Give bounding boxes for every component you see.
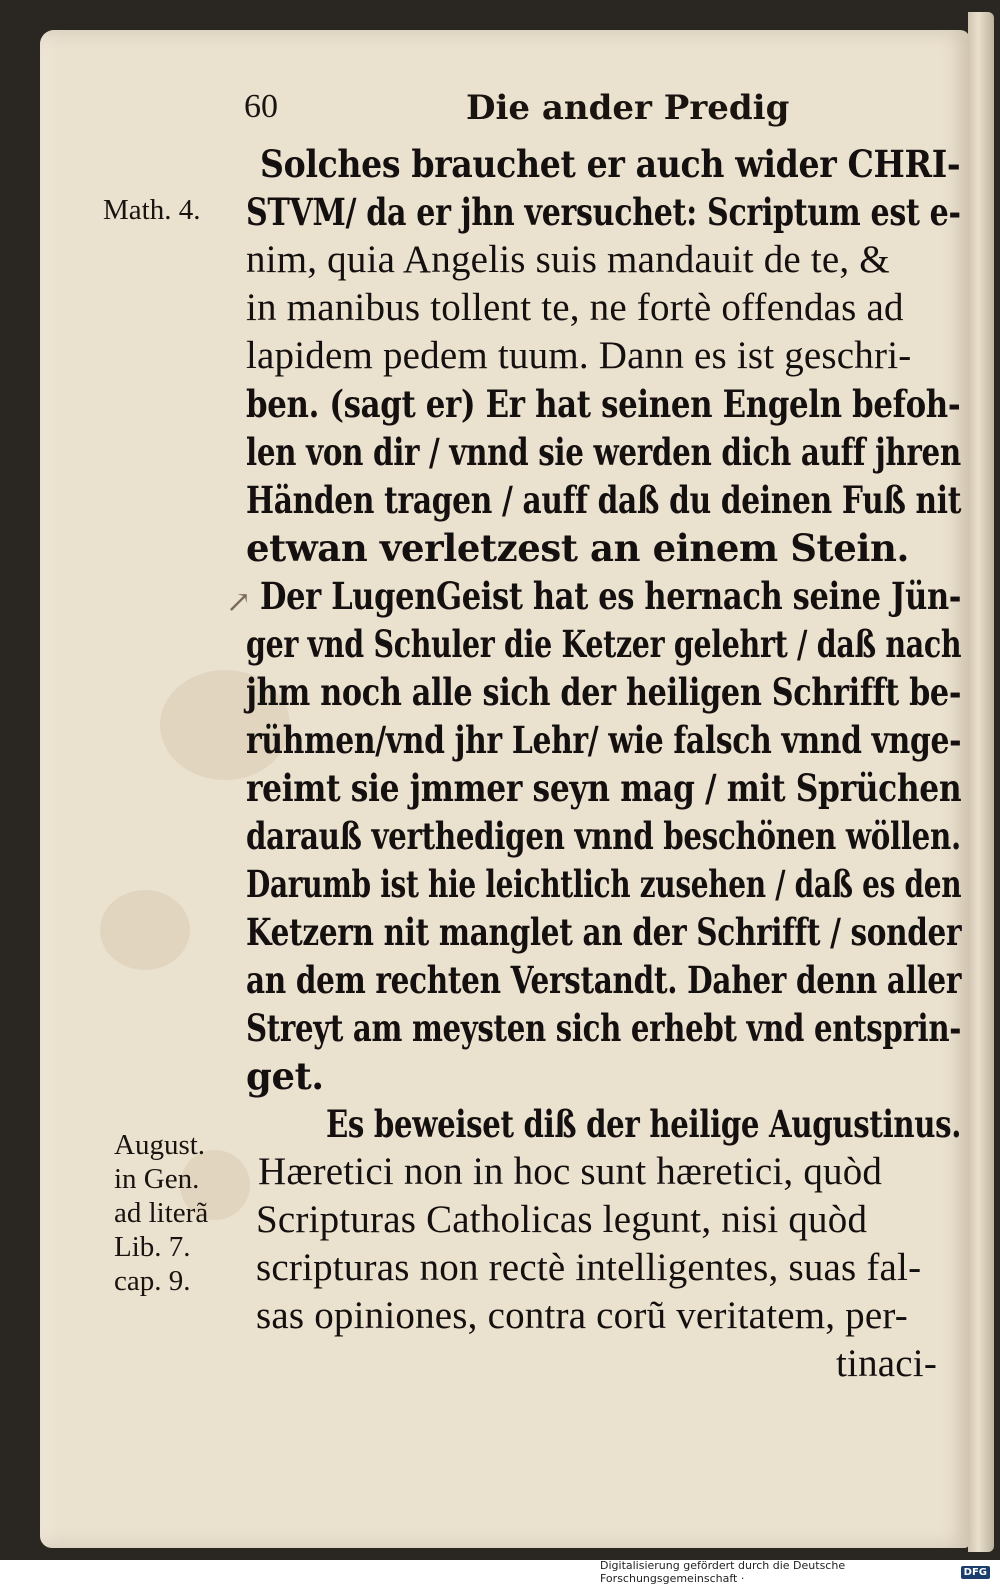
text-line: Hæretici non in hoc sunt hæretici, quòd (258, 1150, 883, 1193)
text-line: ben. (sagt er) Er hat seinen Engeln befoh- (246, 382, 961, 426)
text-line: Darumb ist hie leichtlich zusehen / daß es den (246, 862, 962, 906)
text-line: sas opiniones, contra corũ veritatem, per- (256, 1294, 908, 1337)
text-line: len von dir / vnnd sie werden dich auff jhren (246, 430, 961, 474)
text-line: darauß verthedigen vnnd beschönen wöllen. (246, 814, 961, 858)
text-line: Solches brauchet er auch wider CHRI- (260, 142, 961, 186)
text-line: etwan verletzest an einem Stein. (246, 526, 910, 570)
margin-note-line: Lib. 7. (114, 1231, 191, 1263)
margin-note-line: August. (114, 1129, 206, 1161)
text-line: jhm noch alle sich der heiligen Schrifft be- (246, 670, 962, 714)
text-line: Scripturas Catholicas legunt, nisi quòd (256, 1198, 868, 1241)
margin-note-line: cap. 9. (114, 1265, 191, 1297)
text-line: lapidem pedem tuum. Dann es ist geschri- (246, 334, 912, 377)
text-line: ger vnd Schuler die Ketzer gelehrt / daß nach (246, 622, 962, 666)
text-line: Der LugenGeist hat es hernach seine Jün- (260, 574, 962, 618)
text-line: Ketzern nit manglet an der Schrifft / sonder (246, 910, 962, 954)
digitization-footer (600, 1559, 990, 1585)
margin-note-line: in Gen. (114, 1163, 200, 1195)
margin-note-math: Math. 4. (103, 194, 201, 226)
text-line: Händen tragen / auff daß du deinen Fuß nit (246, 478, 962, 522)
text-line: nim, quia Angelis suis mandauit de te, & (246, 238, 890, 281)
text-line: reimt sie jmmer seyn mag / mit Sprüchen (246, 766, 962, 810)
text-line: an dem rechten Verstandt. Daher denn aller (246, 958, 962, 1002)
text-line: Es beweiset diß der heilige Augustinus. (326, 1102, 962, 1146)
handwritten-arrow-mark: ↗ (226, 585, 252, 620)
text-line: scripturas non rectè intelligentes, suas fal- (256, 1246, 922, 1289)
text-line: get. (246, 1054, 324, 1098)
running-head: Die ander Predig (466, 88, 790, 128)
text-line: tinaci- (836, 1342, 938, 1385)
page-number: 60 (244, 88, 278, 125)
text-line: in manibus tollent te, ne fortè offendas ad (246, 286, 904, 329)
text-line: STVM/ da er jhn versuchet: Scriptum est e- (246, 190, 961, 234)
dfg-logo: DFG (961, 1566, 990, 1579)
paper-stain (100, 890, 190, 970)
page-edge (968, 12, 994, 1552)
footer-credit: Digitalisierung gefördert durch die Deutsche Forschungsgemeinschaft · (600, 1559, 846, 1585)
text-line: rühmen/vnd jhr Lehr/ wie falsch vnnd vnge- (246, 718, 962, 762)
text-line: Streyt am meysten sich erhebt vnd entsprin- (246, 1006, 962, 1050)
margin-note-line: ad literã (114, 1197, 209, 1229)
margin-note-august (114, 1128, 208, 1298)
page-header (244, 88, 804, 138)
